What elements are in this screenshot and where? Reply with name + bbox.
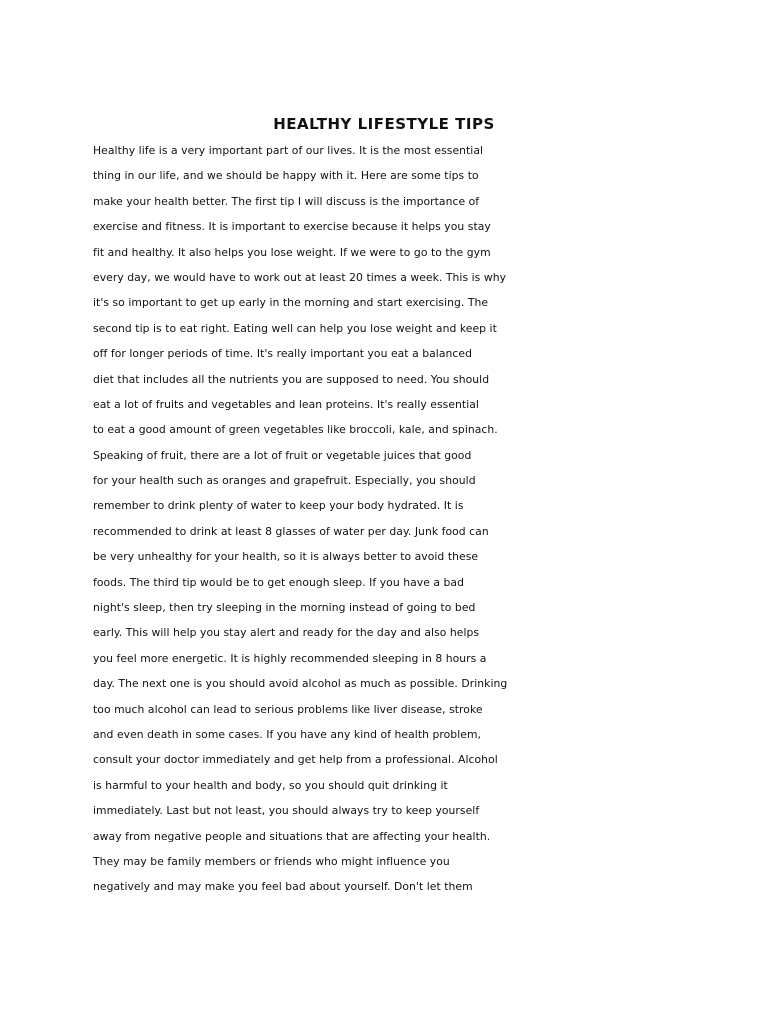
body-line: make your health better. The first tip I will discuss is the importance of: [93, 194, 480, 208]
document-body: [93, 138, 693, 900]
body-line: too much alcohol can lead to serious problems like liver disease, stroke: [93, 702, 483, 716]
body-line: is harmful to your health and body, so you should quit drinking it: [93, 778, 448, 792]
body-line: Speaking of fruit, there are a lot of fruit or vegetable juices that good: [93, 448, 472, 462]
body-line: Healthy life is a very important part of our lives. It is the most essential: [93, 144, 484, 157]
body-line: recommended to drink at least 8 glasses of water per day. Junk food can: [93, 524, 489, 538]
body-line: be very unhealthy for your health, so it is always better to avoid these: [93, 550, 479, 564]
body-line: early. This will help you stay alert and ready for the day and also helps: [93, 626, 480, 640]
body-line: every day, we would have to work out at least 20 times a week. This is why: [93, 270, 507, 284]
body-line: to eat a good amount of green vegetables like broccoli, kale, and spinach.: [93, 423, 498, 437]
body-line: off for longer periods of time. It's really important you eat a balanced: [93, 347, 472, 361]
body-line: immediately. Last but not least, you should always try to keep yourself: [93, 804, 480, 818]
body-line: eat a lot of fruits and vegetables and lean proteins. It's really essential: [93, 397, 479, 411]
body-line: exercise and fitness. It is important to exercise because it helps you stay: [93, 220, 491, 234]
body-line: night's sleep, then try sleeping in the morning instead of going to bed: [93, 601, 476, 615]
document-title: HEALTHY LIFESTYLE TIPS: [273, 115, 495, 133]
body-line: foods. The third tip would be to get enough sleep. If you have a bad: [93, 575, 464, 589]
body-line: diet that includes all the nutrients you are supposed to need. You should: [93, 372, 490, 386]
body-line: second tip is to eat right. Eating well can help you lose weight and keep it: [93, 321, 497, 335]
body-line: and even death in some cases. If you have any kind of health problem,: [93, 727, 481, 741]
body-line: remember to drink plenty of water to keep your body hydrated. It is: [93, 499, 464, 513]
body-line: you feel more energetic. It is highly recommended sleeping in 8 hours a: [93, 651, 487, 665]
body-line: thing in our life, and we should be happy with it. Here are some tips to: [93, 169, 479, 183]
body-line: for your health such as oranges and grapefruit. Especially, you should: [93, 474, 476, 488]
body-line: They may be family members or friends who might influence you: [93, 854, 450, 868]
body-line: consult your doctor immediately and get help from a professional. Alcohol: [93, 753, 498, 767]
body-line: fit and healthy. It also helps you lose weight. If we were to go to the gym: [93, 245, 491, 259]
body-line: negatively and may make you feel bad about yourself. Don't let them: [93, 880, 473, 894]
body-line: day. The next one is you should avoid alcohol as much as possible. Drinking: [93, 677, 508, 691]
body-line: it's so important to get up early in the morning and start exercising. The: [93, 296, 489, 310]
body-line: away from negative people and situations that are affecting your health.: [93, 829, 491, 843]
